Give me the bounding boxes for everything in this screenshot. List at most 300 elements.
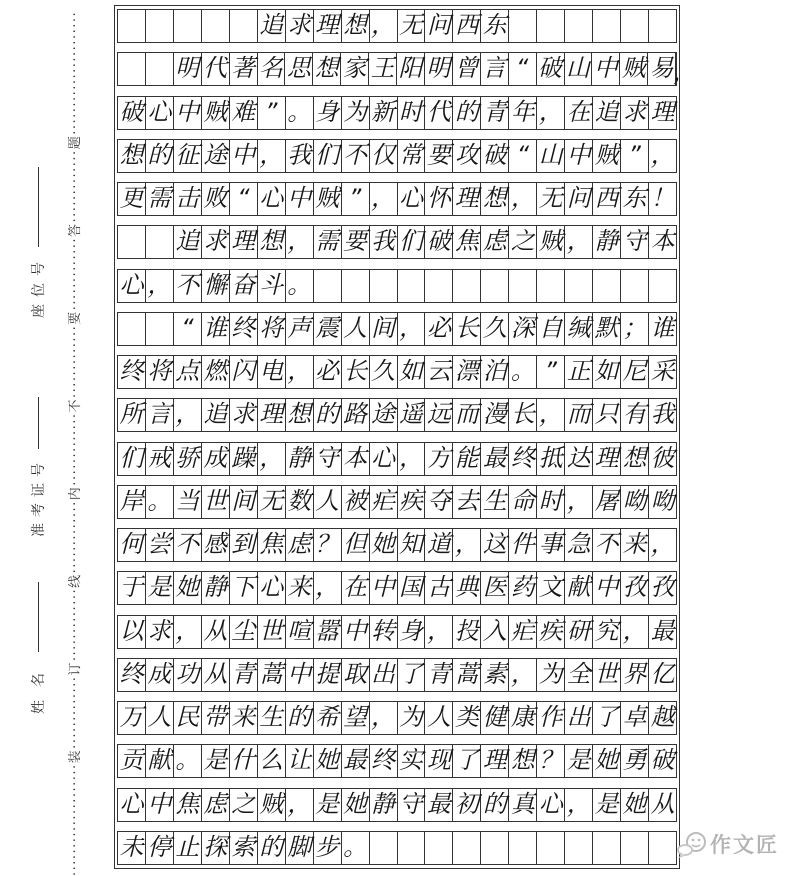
grid-cell: 呦 xyxy=(621,486,649,518)
grid-cell: 喧 xyxy=(286,616,314,648)
grid-cell: 现 xyxy=(425,745,453,777)
grid-cell: ， xyxy=(650,530,675,558)
grid-cell: 研 xyxy=(565,616,593,648)
grid-cell: 贼 xyxy=(620,53,648,85)
grid-cell: 将 xyxy=(146,356,174,388)
grid-cell: 事 xyxy=(537,529,565,561)
grid-cell: 中 xyxy=(342,616,370,648)
grid-cell: 未 xyxy=(118,832,146,864)
grid-cell: 中 xyxy=(592,53,620,85)
grid-cell: 想 xyxy=(342,10,370,42)
grid-cell: 。 xyxy=(146,486,174,518)
grid-cell: 亿 xyxy=(650,659,675,688)
grid-cell xyxy=(370,832,398,864)
grid-cell: 生 xyxy=(481,486,509,518)
grid-cell: 医 xyxy=(481,572,509,604)
grid-cell: ， xyxy=(286,226,314,258)
grid-cell: 震 xyxy=(314,313,342,345)
exam-number-label-text: 准考证号 xyxy=(31,457,47,537)
seat-number-blank xyxy=(37,167,39,247)
grid-cell: 谁 xyxy=(202,313,230,345)
grid-cell: 越 xyxy=(650,703,675,731)
grid-cell: 在 xyxy=(342,572,370,604)
grid-cell: ， xyxy=(314,572,342,604)
grid-cell xyxy=(425,270,453,302)
grid-cell xyxy=(118,313,146,345)
seat-number-label-text: 座位号 xyxy=(31,255,47,318)
grid-row xyxy=(117,571,677,605)
grid-cell: 所 xyxy=(118,399,146,431)
grid-cell: 理 xyxy=(314,10,342,42)
grid-cell: 以 xyxy=(118,616,146,648)
grid-cell: 思 xyxy=(285,53,313,85)
grid-cell xyxy=(146,10,174,42)
grid-cell: 路 xyxy=(342,399,370,431)
grid-cell xyxy=(425,832,453,864)
grid-cell: 言 xyxy=(481,53,509,85)
grid-cell: 止 xyxy=(174,832,202,864)
grid-row xyxy=(117,615,677,649)
grid-cell: 正 xyxy=(565,356,593,388)
grid-cell: 为 xyxy=(537,659,565,691)
grid-cell: 明 xyxy=(174,53,202,85)
grid-cell: 久 xyxy=(370,356,398,388)
grid-cell: 古 xyxy=(425,572,453,604)
grid-cell: 想 xyxy=(509,745,537,777)
grid-row xyxy=(117,788,677,822)
grid-cell: 屠 xyxy=(593,486,621,518)
grid-cell: 身 xyxy=(398,616,426,648)
grid-cell: 心 xyxy=(370,443,398,475)
grid-cell: 们 xyxy=(314,140,342,172)
grid-row xyxy=(117,744,677,778)
grid-cell xyxy=(509,270,537,302)
grid-cell: 世 xyxy=(202,486,230,518)
grid-cell: 本 xyxy=(650,227,675,256)
grid-cell: 中 xyxy=(174,97,202,129)
grid-cell: 卓 xyxy=(621,702,649,734)
grid-cell: ， xyxy=(370,702,398,734)
grid-cell: 从 xyxy=(202,616,230,648)
grid-cell: 的 xyxy=(258,832,286,864)
grid-cell xyxy=(146,226,174,258)
grid-cell: 岸 xyxy=(118,486,146,518)
grid-cell: 索 xyxy=(230,832,258,864)
grid-cell: 中 xyxy=(286,183,314,215)
grid-cell: 不 xyxy=(174,270,202,302)
grid-cell: 从 xyxy=(650,789,675,818)
grid-cell: 彼 xyxy=(650,443,675,472)
grid-cell: 之 xyxy=(509,226,537,258)
binding-line-text: ····················装·············订·············线·············内·············不·············要·············答·············题······················ xyxy=(68,10,83,876)
grid-cell: 终 xyxy=(118,356,146,388)
grid-row xyxy=(117,312,677,346)
grid-cell: ， xyxy=(509,183,537,215)
grid-row xyxy=(117,96,677,130)
grid-cell: 中 xyxy=(565,140,593,172)
grid-cell: 想 xyxy=(286,399,314,431)
grid-cell: 的 xyxy=(314,399,342,431)
grid-cell: 理 xyxy=(258,399,286,431)
grid-cell: 西 xyxy=(453,10,481,42)
watermark-text: 作文匠 xyxy=(710,833,779,857)
composition-grid-sheet xyxy=(114,5,695,869)
grid-cell: 虑 xyxy=(286,529,314,561)
grid-cell xyxy=(481,832,509,864)
grid-cell: 来 xyxy=(230,702,258,734)
grid-cell: 是 xyxy=(146,572,174,604)
name-label-text: 姓名 xyxy=(31,660,47,714)
grid-cell: 守 xyxy=(314,443,342,475)
grid-cell: ， xyxy=(174,616,202,648)
grid-cell: 尝 xyxy=(146,529,174,561)
grid-cell: 破 xyxy=(118,97,146,129)
grid-cell: 焦 xyxy=(258,529,286,561)
grid-row xyxy=(117,831,677,865)
grid-cell: 要 xyxy=(425,140,453,172)
grid-cell: 是 xyxy=(314,789,342,821)
grid-cell: 阳 xyxy=(397,53,425,85)
grid-cell: 中 xyxy=(230,140,258,172)
grid-cell: 想 xyxy=(313,53,341,85)
grid-cell: 献 xyxy=(565,572,593,604)
grid-cell xyxy=(593,10,621,42)
grid-cell xyxy=(565,832,593,864)
grid-cell: 遥 xyxy=(398,399,426,431)
grid-cell: 最 xyxy=(650,616,675,645)
grid-row xyxy=(117,182,677,216)
grid-cell xyxy=(118,226,146,258)
grid-cell: 要 xyxy=(342,226,370,258)
grid-cell: 新 xyxy=(370,97,398,129)
grid-cell xyxy=(565,270,593,302)
grid-cell: 类 xyxy=(453,702,481,734)
grid-cell: 们 xyxy=(398,226,426,258)
grid-cell: 贼 xyxy=(258,789,286,821)
grid-cell: ， xyxy=(286,356,314,388)
grid-cell: 时 xyxy=(398,97,426,129)
grid-cell: 孜 xyxy=(621,572,649,604)
grid-cell: 尘 xyxy=(230,616,258,648)
grid-cell: 脚 xyxy=(286,832,314,864)
grid-cell: 么 xyxy=(258,745,286,777)
grid-cell: ” xyxy=(537,356,565,388)
grid-cell: 我 xyxy=(286,140,314,172)
grid-cell: 理 xyxy=(481,745,509,777)
grid-cell: 中 xyxy=(286,659,314,691)
grid-cell: 下 xyxy=(230,572,258,604)
grid-cell: 人 xyxy=(425,702,453,734)
grid-cell: 虑 xyxy=(481,226,509,258)
grid-cell: 无 xyxy=(537,183,565,215)
grid-row xyxy=(117,658,677,692)
grid-cell: 求 xyxy=(286,10,314,42)
grid-cell: 能 xyxy=(453,443,481,475)
grid-cell: ？ xyxy=(314,529,342,561)
grid-row xyxy=(117,269,677,303)
grid-cell: 山 xyxy=(565,53,593,85)
grid-cell: 孜 xyxy=(650,573,675,602)
grid-cell: 探 xyxy=(202,832,230,864)
grid-row xyxy=(117,485,677,519)
grid-cell xyxy=(537,10,565,42)
grid-cell: 。 xyxy=(286,97,314,129)
grid-cell: 间 xyxy=(230,486,258,518)
grid-cell: 青 xyxy=(230,659,258,691)
grid-cell: 人 xyxy=(342,313,370,345)
grid-cell: ， xyxy=(621,616,649,648)
grid-cell: 虑 xyxy=(202,789,230,821)
grid-cell: 问 xyxy=(425,10,453,42)
grid-cell: 守 xyxy=(621,226,649,258)
grid-cell: 作 xyxy=(537,702,565,734)
grid-cell: 需 xyxy=(146,183,174,215)
grid-cell: 闪 xyxy=(230,356,258,388)
grid-cell: 功 xyxy=(174,659,202,691)
grid-cell: 如 xyxy=(593,356,621,388)
grid-cell xyxy=(509,10,537,42)
grid-cell: 青 xyxy=(481,97,509,129)
grid-cell: “ xyxy=(174,313,202,345)
grid-cell: 常 xyxy=(398,140,426,172)
grid-cell: 她 xyxy=(621,789,649,821)
grid-cell: 只 xyxy=(593,399,621,431)
grid-cell: 途 xyxy=(202,140,230,172)
grid-cell: 东 xyxy=(481,10,509,42)
grid-cell: 她 xyxy=(593,745,621,777)
name-label xyxy=(30,582,48,714)
grid-cell: 山 xyxy=(537,140,565,172)
grid-cell: 追 xyxy=(258,10,286,42)
grid-cell: 成 xyxy=(146,659,174,691)
grid-cell: 实 xyxy=(398,745,426,777)
grid-cell: 民 xyxy=(174,702,202,734)
grid-cell: 破 xyxy=(425,226,453,258)
grid-cell: 让 xyxy=(286,745,314,777)
grid-cell: ， xyxy=(146,270,174,302)
grid-cell: 静 xyxy=(370,789,398,821)
grid-cell xyxy=(146,313,174,345)
grid-cell: 蒿 xyxy=(258,659,286,691)
grid-cell xyxy=(537,270,565,302)
exam-number-blank xyxy=(37,397,39,449)
grid-cell: 终 xyxy=(509,443,537,475)
grid-cell: 心 xyxy=(146,97,174,129)
grid-cell: 。 xyxy=(286,270,314,302)
grid-cell: 为 xyxy=(398,702,426,734)
grid-cell: 国 xyxy=(398,572,426,604)
grid-cell: 破 xyxy=(650,746,675,775)
grid-cell: 无 xyxy=(398,10,426,42)
grid-cell: 了 xyxy=(593,702,621,734)
grid-cell xyxy=(118,10,146,42)
grid-cell: 易 xyxy=(648,53,676,85)
grid-cell: 带 xyxy=(202,702,230,734)
grid-cell: 而 xyxy=(453,399,481,431)
watermark xyxy=(676,827,796,861)
grid-cell: 奋 xyxy=(230,270,258,302)
grid-cell: 漫 xyxy=(481,399,509,431)
grid-cell: 健 xyxy=(481,702,509,734)
grid-cell: ， xyxy=(565,789,593,821)
grid-row xyxy=(117,9,677,43)
grid-cell xyxy=(593,270,621,302)
grid-cell: 终 xyxy=(118,659,146,691)
grid-cell: 东 xyxy=(621,183,649,215)
grid-cell: 何 xyxy=(118,529,146,561)
grid-cell: 追 xyxy=(202,399,230,431)
grid-cell: 急 xyxy=(565,529,593,561)
grid-cell xyxy=(342,270,370,302)
grid-cell: 破 xyxy=(481,140,509,172)
grid-cell: 全 xyxy=(565,659,593,691)
grid-cell xyxy=(509,832,537,864)
grid-cell: 身 xyxy=(314,97,342,129)
grid-cell: 深 xyxy=(509,313,537,345)
grid-cell: 方 xyxy=(425,443,453,475)
grid-cell: 典 xyxy=(453,572,481,604)
grid-cell: ” xyxy=(621,140,649,172)
grid-cell: 成 xyxy=(202,443,230,475)
grid-cell: 难 xyxy=(230,97,258,129)
overflow-punctuation: ， xyxy=(672,61,695,87)
grid-cell: 燃 xyxy=(202,356,230,388)
grid-cell: 心 xyxy=(258,183,286,215)
grid-cell: ， xyxy=(370,10,398,42)
grid-cell: 最 xyxy=(425,789,453,821)
grid-cell: 尼 xyxy=(621,356,649,388)
grid-cell: 药 xyxy=(509,572,537,604)
grid-cell: 的 xyxy=(453,97,481,129)
grid-cell: 疟 xyxy=(509,616,537,648)
grid-cell: 不 xyxy=(174,529,202,561)
grid-cell: 了 xyxy=(453,745,481,777)
grid-cell: 真 xyxy=(509,789,537,821)
grid-cell: 长 xyxy=(509,399,537,431)
grid-cell: 守 xyxy=(398,789,426,821)
grid-cell xyxy=(649,10,676,42)
grid-cell xyxy=(230,10,258,42)
grid-cell: 点 xyxy=(174,356,202,388)
grid-cell: 生 xyxy=(258,702,286,734)
grid-cell: 道 xyxy=(425,529,453,561)
grid-cell: 了 xyxy=(398,659,426,691)
grid-cell: 途 xyxy=(370,399,398,431)
grid-row xyxy=(117,701,677,735)
grid-cell: 心 xyxy=(258,572,286,604)
grid-cell: 理 xyxy=(230,226,258,258)
grid-cell: 心 xyxy=(118,270,146,302)
grid-cell: 漂 xyxy=(453,356,481,388)
grid-cell: 将 xyxy=(258,313,286,345)
grid-cell: 缄 xyxy=(565,313,593,345)
grid-cell: 感 xyxy=(202,529,230,561)
grid-cell xyxy=(593,832,621,864)
grid-cell: 长 xyxy=(453,313,481,345)
grid-cell: 知 xyxy=(398,529,426,561)
grid-cell: 间 xyxy=(370,313,398,345)
grid-cell: 中 xyxy=(593,572,621,604)
grid-cell: 更 xyxy=(118,183,146,215)
grid-cell: 停 xyxy=(146,832,174,864)
grid-cell: 理 xyxy=(453,183,481,215)
grid-cell: 中 xyxy=(146,789,174,821)
grid-cell xyxy=(174,10,202,42)
grid-cell: 曾 xyxy=(453,53,481,85)
grid-cell: ， xyxy=(425,616,453,648)
grid-cell: 为 xyxy=(342,97,370,129)
grid-cell: 骄 xyxy=(174,443,202,475)
grid-cell: 疟 xyxy=(370,486,398,518)
grid-cell: 问 xyxy=(565,183,593,215)
grid-cell xyxy=(314,270,342,302)
grid-cell xyxy=(621,832,649,864)
grid-cell: 破 xyxy=(537,53,565,85)
grid-cell: 静 xyxy=(593,226,621,258)
grid-cell: 贼 xyxy=(202,97,230,129)
grid-cell: 入 xyxy=(481,616,509,648)
grid-cell: 嚣 xyxy=(314,616,342,648)
grid-cell: 是 xyxy=(202,745,230,777)
grid-cell: 去 xyxy=(453,486,481,518)
grid-row xyxy=(117,442,677,476)
grid-cell xyxy=(649,832,676,864)
grid-cell: 出 xyxy=(565,702,593,734)
grid-cell: 究 xyxy=(593,616,621,648)
grid-cell: 终 xyxy=(370,745,398,777)
grid-cell: 采 xyxy=(650,357,675,385)
grid-cell: “ xyxy=(509,140,537,172)
grid-cell: 云 xyxy=(425,356,453,388)
grid-cell: ， xyxy=(258,140,286,172)
grid-cell: 默 xyxy=(593,313,621,345)
grid-cell xyxy=(398,832,426,864)
grid-cell: 文 xyxy=(537,572,565,604)
grid-cell: 斗 xyxy=(258,270,286,302)
grid-cell: 终 xyxy=(230,313,258,345)
grid-cell: 疾 xyxy=(398,486,426,518)
grid-cell: 想 xyxy=(258,226,286,258)
grid-cell: 她 xyxy=(342,789,370,821)
grid-cell: 谁 xyxy=(650,313,675,342)
grid-row xyxy=(117,52,695,87)
grid-cell: 怀 xyxy=(425,183,453,215)
grid-cell xyxy=(621,10,649,42)
grid-cell: 希 xyxy=(314,702,342,734)
grid-cell: 呦 xyxy=(650,486,675,515)
zuowenjiang-logo-icon xyxy=(676,830,710,858)
grid-cell: 声 xyxy=(286,313,314,345)
grid-cell: 久 xyxy=(481,313,509,345)
grid-cell: ， xyxy=(537,97,565,129)
grid-cell: 抵 xyxy=(537,443,565,475)
grid-cell: 在 xyxy=(565,97,593,129)
grid-cell: 静 xyxy=(286,443,314,475)
grid-cell: 青 xyxy=(425,659,453,691)
grid-cell: 心 xyxy=(398,183,426,215)
grid-cell: 中 xyxy=(370,572,398,604)
grid-cell: 初 xyxy=(453,789,481,821)
seat-number-label xyxy=(30,167,48,318)
grid-cell: 求 xyxy=(230,399,258,431)
grid-cell: 世 xyxy=(593,659,621,691)
grid-row xyxy=(117,355,677,389)
grid-cell: 来 xyxy=(621,529,649,561)
grid-cell: 仅 xyxy=(370,140,398,172)
grid-cell: 求 xyxy=(621,97,649,129)
grid-cell: 取 xyxy=(342,659,370,691)
grid-cell xyxy=(146,53,174,85)
